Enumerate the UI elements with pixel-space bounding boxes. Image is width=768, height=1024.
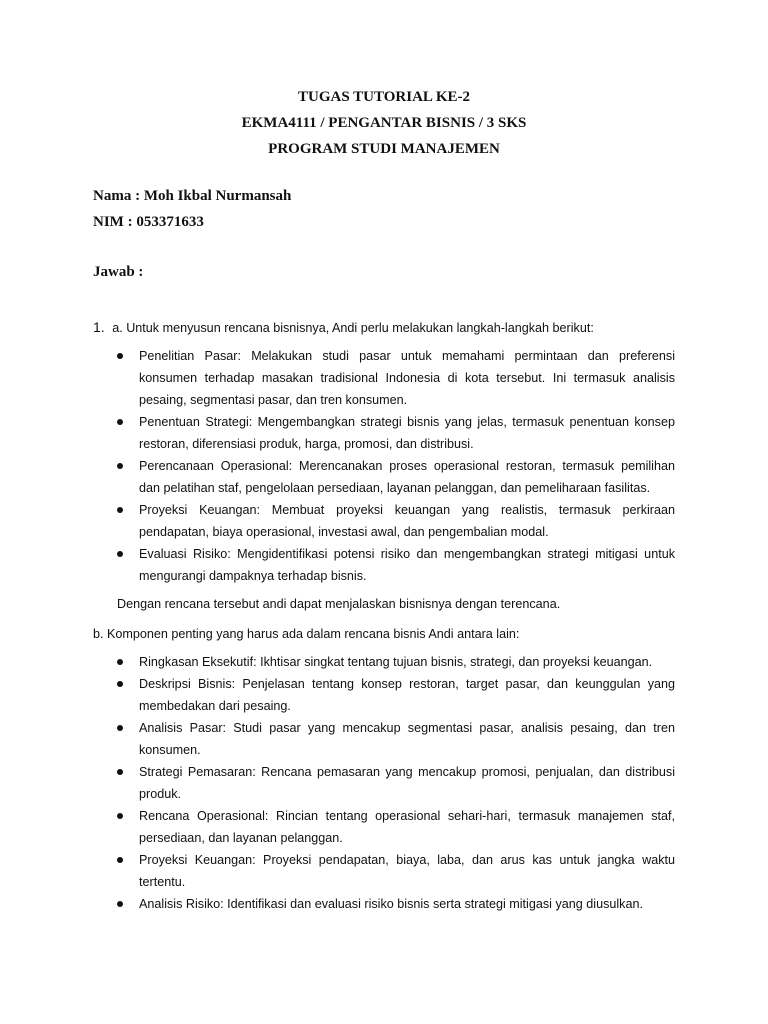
header-course: EKMA4111 / PENGANTAR BISNIS / 3 SKS xyxy=(241,115,527,131)
list-item: Proyeksi Keuangan: Membuat proyeksi keuangan yang realistis, termasuk perkiraan pendapatan, biaya operasional, investasi awal, dan pengembalian modal. xyxy=(115,499,675,543)
bullet-icon xyxy=(117,419,123,425)
question-number: 1. xyxy=(93,319,105,335)
header-program: PROGRAM STUDI MANAJEMEN xyxy=(268,141,500,157)
bullet-icon xyxy=(117,901,123,907)
bullet-icon xyxy=(117,857,123,863)
part-b-list xyxy=(115,651,675,915)
question-1-part-a-intro xyxy=(93,316,693,339)
bullet-icon xyxy=(117,463,123,469)
document-header xyxy=(0,84,768,162)
answer-label: Jawab : xyxy=(93,264,144,280)
bullet-icon xyxy=(117,813,123,819)
list-item: Deskripsi Bisnis: Penjelasan tentang konsep restoran, target pasar, dan keunggulan yang membedakan dari pesaing. xyxy=(115,673,675,717)
bullet-icon xyxy=(117,551,123,557)
student-nim: NIM : 053371633 xyxy=(93,214,204,230)
list-item: Strategi Pemasaran: Rencana pemasaran yang mencakup promosi, penjualan, dan distribusi produk. xyxy=(115,761,675,805)
bullet-icon xyxy=(117,681,123,687)
bullet-icon xyxy=(117,353,123,359)
list-item: Perencanaan Operasional: Merencanakan proses operasional restoran, termasuk pemilihan dan pelatihan staf, pengelolaan persediaan, layanan pelanggan, dan pemeliharaan fasilitas. xyxy=(115,455,675,499)
bullet-icon xyxy=(117,769,123,775)
bullet-icon xyxy=(117,659,123,665)
list-item: Rencana Operasional: Rincian tentang operasional sehari-hari, termasuk manajemen staf, persediaan, dan layanan pelanggan. xyxy=(115,805,675,849)
part-a-closing: Dengan rencana tersebut andi dapat menjalaskan bisnisnya dengan terencana. xyxy=(117,597,561,611)
list-item: Proyeksi Keuangan: Proyeksi pendapatan, biaya, laba, dan arus kas untuk jangka waktu tertentu. xyxy=(115,849,675,893)
list-item: Analisis Pasar: Studi pasar yang mencakup segmentasi pasar, analisis pesaing, dan tren konsumen. xyxy=(115,717,675,761)
part-a-intro-text: a. Untuk menyusun rencana bisnisnya, Andi perlu melakukan langkah-langkah berikut: xyxy=(112,321,594,335)
student-name: Nama : Moh Ikbal Nurmansah xyxy=(93,188,292,204)
bullet-icon xyxy=(117,725,123,731)
list-item: Analisis Risiko: Identifikasi dan evaluasi risiko bisnis serta strategi mitigasi yang diusulkan. xyxy=(115,893,675,915)
part-a-list xyxy=(115,345,675,587)
part-b-intro: b. Komponen penting yang harus ada dalam rencana bisnis Andi antara lain: xyxy=(93,627,520,641)
student-identity xyxy=(93,183,291,235)
bullet-icon xyxy=(117,507,123,513)
list-item: Ringkasan Eksekutif: Ikhtisar singkat tentang tujuan bisnis, strategi, dan proyeksi keuangan. xyxy=(115,651,675,673)
list-item: Penentuan Strategi: Mengembangkan strategi bisnis yang jelas, termasuk penentuan konsep restoran, diferensiasi produk, harga, promosi, dan distribusi. xyxy=(115,411,675,455)
header-title: TUGAS TUTORIAL KE-2 xyxy=(298,89,470,105)
list-item: Evaluasi Risiko: Mengidentifikasi potensi risiko dan mengembangkan strategi mitigasi untuk mengurangi dampaknya terhadap bisnis. xyxy=(115,543,675,587)
list-item: Penelitian Pasar: Melakukan studi pasar untuk memahami permintaan dan preferensi konsumen terhadap masakan tradisional Indonesia di kota tersebut. Ini termasuk analisis pesaing, segmentasi pasar, dan tren konsumen. xyxy=(115,345,675,411)
